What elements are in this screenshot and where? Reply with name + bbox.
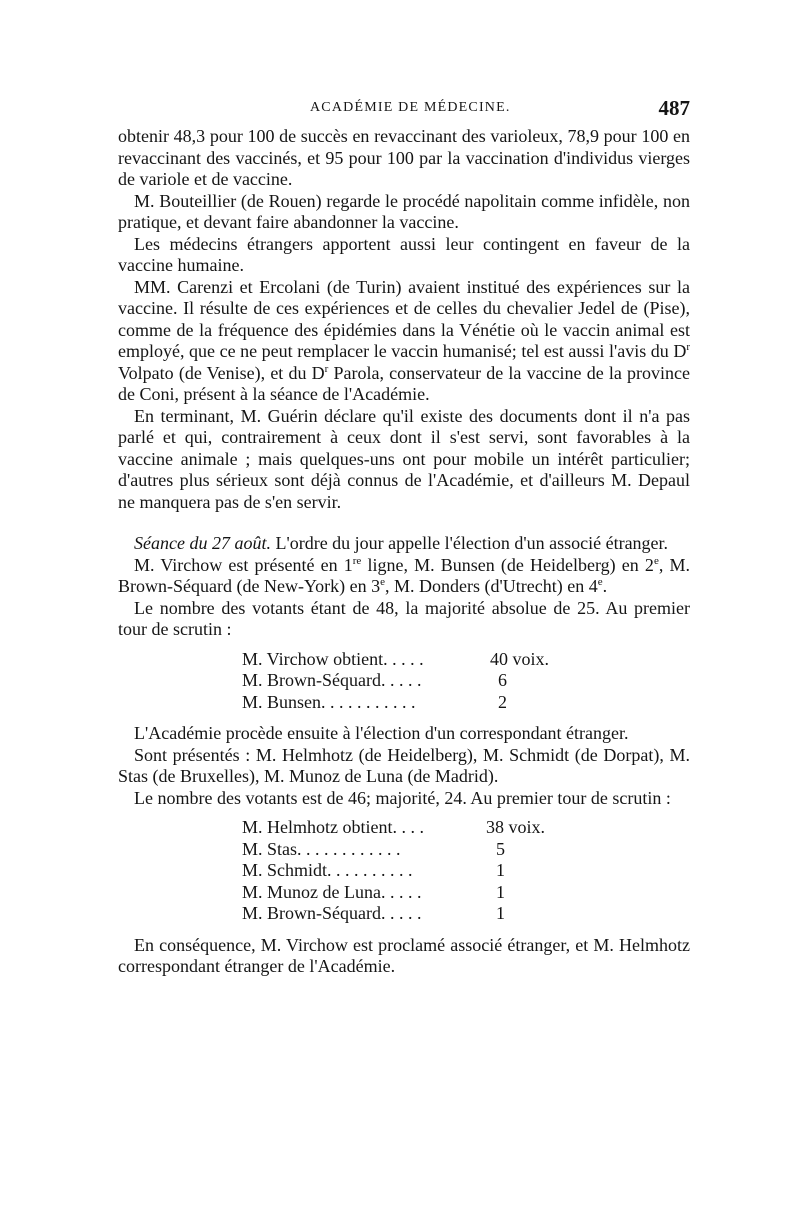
vote-row bbox=[118, 649, 690, 671]
vote-row bbox=[118, 817, 690, 839]
paragraph-4-part-a: MM. Carenzi et Ercolani (de Turin) avaient institué des expériences sur la vaccine. Il résulte de ces expériences et de celles du chevalier Jedel de (Pise), comme de la fréquence des épidémies dans la Vénétie où le vaccin animal est employé, que ce ne peut remplacer le vaccin humanisé; tel est aussi l'avis du D bbox=[118, 276, 690, 361]
candidate-name: M. Munoz de Luna. . . . . bbox=[242, 881, 422, 902]
paragraph-6-rest: L'ordre du jour appelle l'élection d'un associé étranger. bbox=[270, 533, 669, 553]
page-body bbox=[118, 126, 690, 978]
vote-row bbox=[118, 670, 690, 692]
paragraph-7-part-a: M. Virchow est présenté en 1 bbox=[134, 554, 353, 575]
paragraph-5: En terminant, M. Guérin déclare qu'il existe des documents dont il n'a pas parlé et qui, contrairement à ceux dont il s'est servi, sont favorables à la vaccine animale ; mais quelques-uns ont pour mobile un intérêt particulier; d'autres plus sérieux sont déjà connus de l'Académie, et d'ailleurs M. Depaul ne manquera pas de s'en servir. bbox=[118, 405, 690, 512]
paragraph-4-sup-1: r bbox=[686, 341, 690, 353]
seance-date: Séance du 27 août. bbox=[134, 533, 271, 553]
paragraph-7-part-c: , M. Brown-Séquard (de New-York) en 3 bbox=[118, 554, 690, 596]
vote-count: 1 bbox=[496, 881, 505, 902]
paragraph-7-sup-2: e bbox=[653, 554, 659, 567]
vote-row bbox=[118, 882, 690, 904]
vote-count: 38 voix. bbox=[486, 817, 546, 837]
vote-count: 40 voix. bbox=[490, 648, 550, 669]
vote-count: 5 bbox=[496, 838, 505, 859]
paragraph-4-part-c: Parola, conservateur de la vaccine de la province de Coni, présent à la séance de l'Académie. bbox=[118, 362, 691, 404]
paragraph-12: En conséquence, M. Virchow est proclamé associé étranger, et M. Helmhotz correspondant étranger de l'Académie. bbox=[118, 934, 690, 976]
candidate-name: M. Helmhotz obtient. . . . bbox=[242, 817, 424, 837]
running-header bbox=[118, 96, 690, 126]
section-gap bbox=[118, 513, 690, 533]
paragraph-7-sup-3: e bbox=[380, 576, 386, 588]
page-number: 487 bbox=[658, 96, 690, 120]
paragraph-7-sup-4: e bbox=[597, 576, 603, 588]
candidate-name: M. Virchow obtient. . . . . bbox=[242, 648, 424, 669]
vote-row bbox=[118, 860, 690, 882]
paragraph-7-part-d: , M. Donders (d'Utrecht) en 4 bbox=[385, 576, 598, 596]
paragraph-2: M. Bouteillier (de Rouen) regarde le procédé napolitain comme infidèle, non pratique, et devant faire abandonner la vaccine. bbox=[118, 190, 690, 232]
paragraph-4-part-b: Volpato (de Venise), et du D bbox=[118, 362, 325, 383]
paragraph-7 bbox=[118, 555, 690, 598]
paragraph-3: Les médecins étrangers apportent aussi leur contingent en faveur de la vaccine humaine. bbox=[118, 233, 690, 275]
candidate-name: M. Schmidt. . . . . . . . . . bbox=[242, 860, 413, 880]
paragraph-4 bbox=[118, 277, 690, 406]
candidate-name: M. Brown-Séquard. . . . . bbox=[242, 670, 422, 690]
paragraph-8: Le nombre des votants étant de 48, la majorité absolue de 25. Au premier tour de scrutin : bbox=[118, 597, 690, 639]
paragraph-11: Le nombre des votants est de 46; majorité, 24. Au premier tour de scrutin : bbox=[134, 787, 671, 808]
candidate-name: M. Stas. . . . . . . . . . . . bbox=[242, 838, 401, 859]
paragraph-1: obtenir 48,3 pour 100 de succès en revaccinant des varioleux, 78,9 pour 100 en revaccinant des vaccinés, et 95 pour 100 par la vaccination d'individus vierges de variole et de vaccine. bbox=[118, 126, 690, 189]
vote-row bbox=[118, 839, 690, 861]
vote-table-associe bbox=[118, 649, 690, 714]
paragraph-4-sup-2: r bbox=[324, 362, 329, 375]
vote-row bbox=[118, 692, 690, 714]
vote-count: 1 bbox=[496, 860, 505, 880]
paragraph-7-part-e: . bbox=[602, 576, 608, 596]
candidate-name: M. Brown-Séquard. . . . . bbox=[242, 903, 422, 923]
paragraph-7-part-b: ligne, M. Bunsen (de Heidelberg) en 2 bbox=[361, 554, 654, 575]
vote-table-correspondant bbox=[118, 817, 690, 925]
vote-row bbox=[118, 903, 690, 925]
paragraph-9: L'Académie procède ensuite à l'élection d'un correspondant étranger. bbox=[134, 723, 629, 743]
candidate-name: M. Bunsen. . . . . . . . . . . bbox=[242, 691, 416, 712]
vote-count: 6 bbox=[498, 670, 507, 690]
paragraph-10: Sont présentés : M. Helmhotz (de Heidelberg), M. Schmidt (de Dorpat), M. Stas (de Bruxelles), M. Munoz de Luna (de Madrid). bbox=[118, 744, 690, 786]
paragraph-7-sup-1: re bbox=[352, 554, 362, 567]
header-title: ACADÉMIE DE MÉDECINE. bbox=[310, 100, 511, 115]
vote-count: 1 bbox=[496, 903, 505, 923]
paragraph-6 bbox=[118, 533, 690, 555]
vote-count: 2 bbox=[498, 691, 507, 712]
